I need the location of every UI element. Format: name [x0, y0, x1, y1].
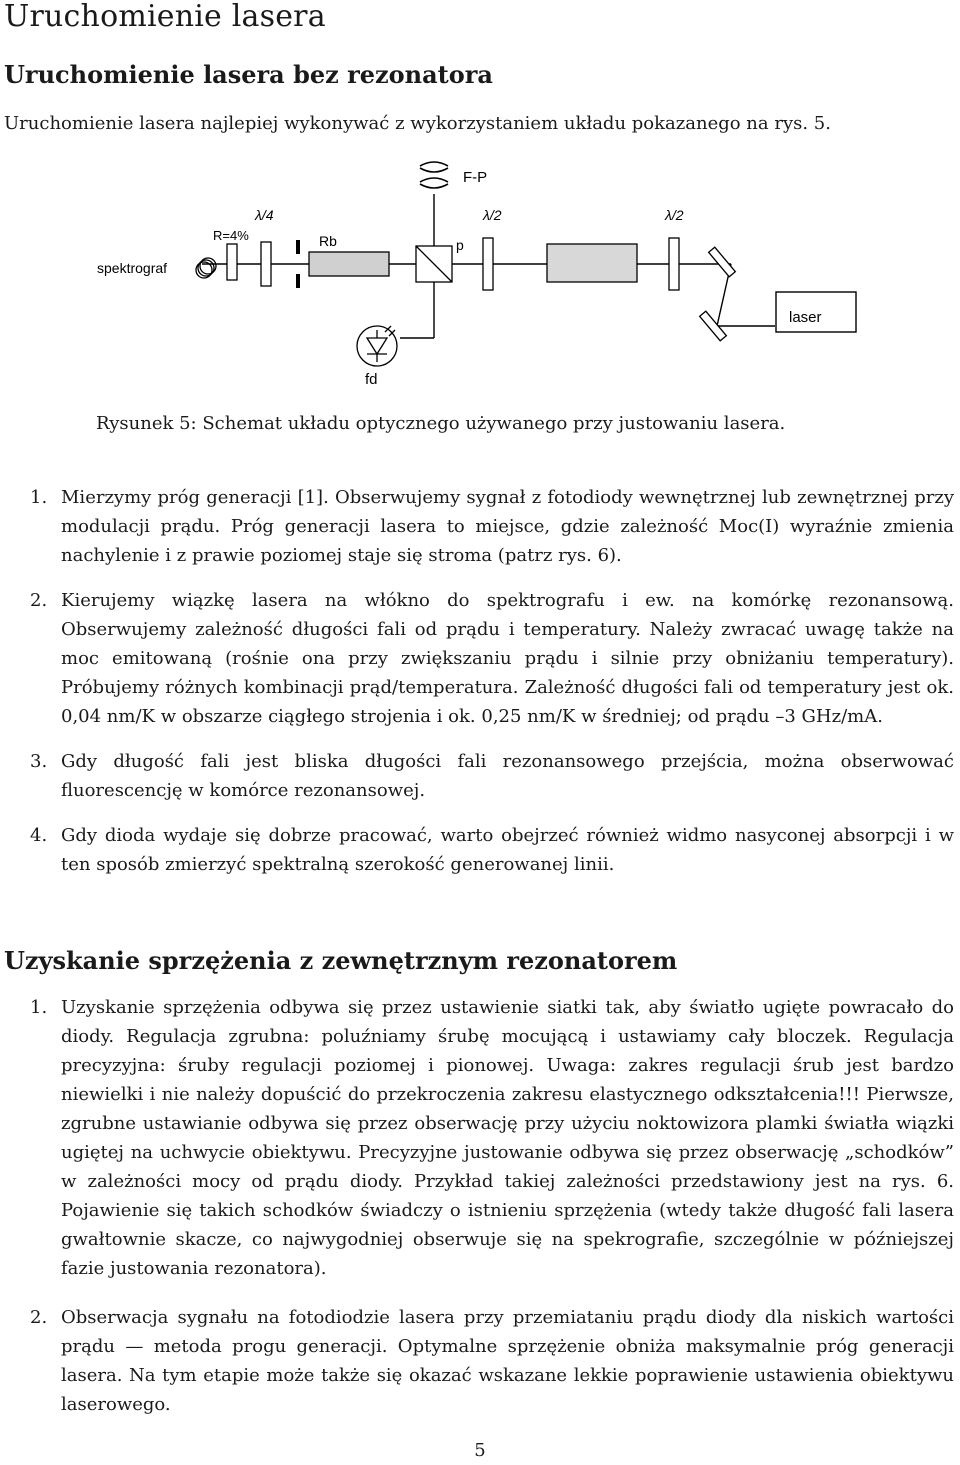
list-text: Mierzymy próg generacji [1]. Obserwujemy sygnał z fotodiody wewnętrznej lub zewnętrznej przy modulacji prądu. Próg generacji lasera to miejsce, gdzie zależność Moc(I) wyraźnie zmienia nachylenie i z prawie poziomej staje się stroma (patrz rys. 6). — [61, 487, 954, 566]
fiber-coil-icon — [196, 258, 216, 278]
lambda2-label-2: λ/2 — [665, 207, 684, 223]
page-number: 5 — [474, 1440, 486, 1461]
fp-label: F-P — [463, 169, 488, 186]
fd-label: fd — [365, 371, 378, 388]
polarizer-label: p — [456, 237, 464, 253]
list-item — [0, 483, 960, 570]
list-text: Kierujemy wiązkę lasera na włókno do spektrografu i ew. na komórkę rezonansową. Obserwujemy zależność długości fali od prądu i temperatury. Należy zwracać uwagę także na moc emitowaną (rośnie ona przy zwiększaniu prądu i silnie przy obniżaniu temperatury). Próbujemy różnych kombinacji prąd/temperatura. Zależność długości fali od temperatury jest ok. 0,04 nm/K w obszarze ciągłego strojenia i ok. 0,25 nm/K w średniej; od prądu –3 GHz/mA. — [61, 590, 954, 727]
list-item — [0, 993, 960, 1283]
list-item — [0, 1303, 960, 1419]
list-number: 2. — [30, 590, 48, 611]
procedure-list-external-resonator — [0, 993, 960, 1419]
list-number: 3. — [30, 751, 48, 772]
optical-setup-diagram — [95, 160, 865, 395]
r4-plate-icon — [227, 244, 237, 280]
procedure-list-no-resonator — [0, 483, 960, 879]
mirror-upper-icon — [709, 247, 736, 277]
intro-paragraph: Uruchomienie lasera najlepiej wykonywać z wykorzystaniem układu pokazanego na rys. 5. — [4, 113, 831, 134]
photodiode-icon — [357, 326, 397, 366]
half-wave-plate-2-icon — [669, 238, 679, 290]
lambda2-label-1: λ/2 — [483, 207, 502, 223]
figure-caption: Rysunek 5: Schemat układu optycznego używanego przy justowaniu lasera. — [96, 413, 786, 434]
spektrograf-label: spektrograf — [97, 260, 168, 276]
beam-splitter-icon — [416, 246, 452, 282]
list-number: 4. — [30, 825, 48, 846]
quarter-wave-plate-icon — [261, 242, 271, 286]
r4-label: R=4% — [213, 228, 249, 243]
list-number: 1. — [30, 997, 48, 1018]
page-title: Uruchomienie lasera — [4, 0, 326, 34]
list-item — [0, 821, 960, 879]
section-heading-external-resonator: Uzyskanie sprzężenia z zewnętrznym rezonatorem — [4, 946, 678, 975]
laser-label: laser — [789, 309, 822, 326]
optical-setup-figure — [95, 160, 865, 395]
list-item — [0, 586, 960, 731]
list-text: Uzyskanie sprzężenia odbywa się przez ustawienie siatki tak, aby światło ugięte powracało do diody. Regulacja zgrubna: poluźniamy śrubę mocującą i ustawiamy cały bloczek. Regulacja precyzyjna: śruby regulacji poziomej i pionowej. Uwaga: zakres regulacji śrub jest bardzo niewielki i nie należy dopuścić do przekroczenia zakresu elastycznego odkształcenia!!! Pierwsze, zgrubne ustawianie odbywa się przez obserwację przy użyciu noktowizora plamki światła wiązki ugiętej na uchwycie obiektywu. Precyzyjne justowanie odbywa się przez obserwację „schodków” w zależności mocy od prądu diody. Przykład takiej zależności przedstawiony jest na rys. 6. Pojawienie się takich schodków świadczy o istnieniu sprzężenia (wtedy także długość fali lasera gwałtownie skacze, co najwygodniej obserwuje się na spekrografie, szczególnie w późniejszej fazie justowania rezonatora). — [61, 997, 954, 1279]
optical-isolator-icon — [547, 244, 637, 282]
list-number: 2. — [30, 1307, 48, 1328]
list-item — [0, 747, 960, 805]
list-number: 1. — [30, 487, 48, 508]
lambda4-label: λ/4 — [255, 207, 274, 223]
list-text: Gdy dioda wydaje się dobrze pracować, warto obejrzeć również widmo nasyconej absorpcji i w ten sposób zmierzyć spektralną szerokość generowanej linii. — [61, 825, 954, 875]
list-text: Gdy długość fali jest bliska długości fali rezonansowego przejścia, można obserwować fluorescencję w komórce rezonansowej. — [61, 751, 954, 801]
section-heading-no-resonator: Uruchomienie lasera bez rezonatora — [4, 60, 493, 89]
rb-cell-icon — [309, 252, 389, 276]
fp-etalon-icon — [420, 162, 448, 188]
list-text: Obserwacja sygnału na fotodiodzie lasera przy przemiataniu prądu diody dla niskich wartości prądu — metoda progu generacji. Optymalne sprzężenie obniża maksymalnie próg generacji lasera. Na tym etapie może także się okazać wskazane lekkie poprawienie ustawienia obiektywu laserowego. — [61, 1307, 954, 1415]
rb-label: Rb — [319, 233, 337, 249]
half-wave-plate-1-icon — [483, 238, 493, 290]
